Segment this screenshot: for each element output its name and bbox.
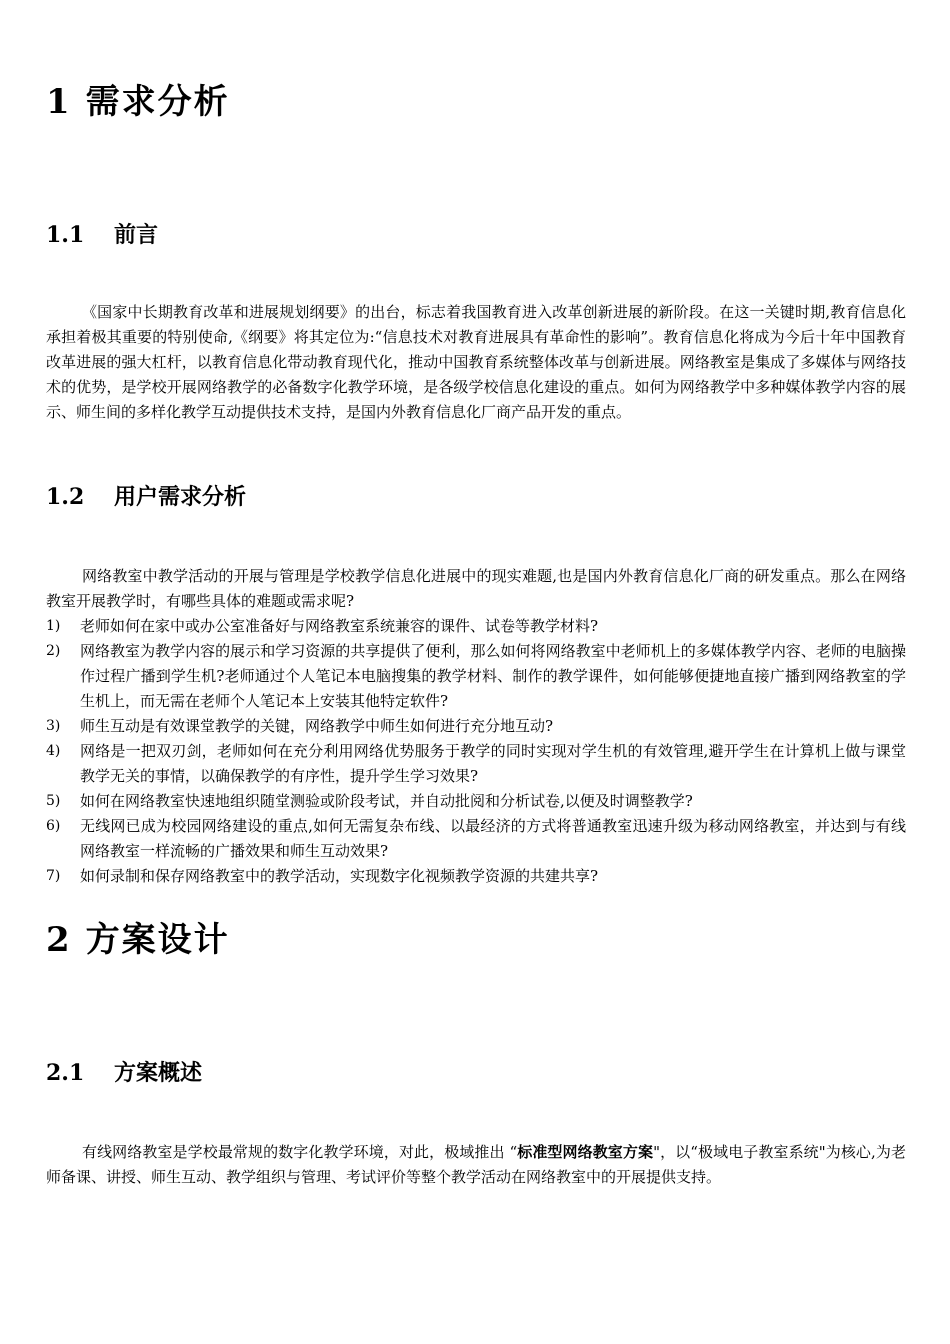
list-item-text: 师生互动是有效课堂教学的关键，网络教学中师生如何进行充分地互动? xyxy=(80,717,554,735)
section-title: 需求分析 xyxy=(85,82,230,122)
subsection-title: 用户需求分析 xyxy=(114,484,247,510)
list-item xyxy=(46,639,906,714)
subsection-number: 1.1 xyxy=(46,222,85,248)
section-title: 方案设计 xyxy=(85,920,230,960)
section-number: 2 xyxy=(46,920,72,960)
subsection-heading-1-2 xyxy=(46,483,246,511)
overview-solution-name: 标准型网络教室方案 xyxy=(517,1143,654,1161)
list-item xyxy=(46,864,906,889)
list-marker: 5) xyxy=(46,793,61,809)
preface-paragraph: 《国家中长期教育改革和进展规划纲要》的出台，标志着我国教育进入改革创新进展的新阶段。在这一关键时期,教育信息化承担着极其重要的特别使命,《纲要》将其定位为:“信息技术对教育进展具有革命性的影响”。教育信息化将成为今后十年中国教育改革进展的强大杠杆，以教育信息化带动教育现代化，推动中国教育系统整体改革与创新进展。网络教室是集成了多媒体与网络技术的优势，是学校开展网络教学的必备数字化教学环境，是各级学校信息化建设的重点。如何为网络教学中多种媒体教学内容的展示、师生间的多样化教学互动提供技术支持，是国内外教育信息化厂商产品开发的重点。 xyxy=(46,303,906,421)
overview-text-start: 有线网络教室是学校最常规的数字化教学环境，对此，极域推出 “ xyxy=(82,1143,518,1161)
list-marker: 1) xyxy=(46,618,61,634)
list-item-text: 网络是一把双刃剑，老师如何在充分利用网络优势服务于教学的同时实现对学生机的有效管理,避开学生在计算机上做与课堂教学无关的事情，以确保教学的有序性，提升学生学习效果? xyxy=(80,742,906,785)
list-marker: 7) xyxy=(46,868,61,884)
subsection-title: 方案概述 xyxy=(114,1060,203,1086)
subsection-title: 前言 xyxy=(114,222,159,248)
needs-list xyxy=(46,614,906,889)
subsection-heading-1-1 xyxy=(46,221,158,249)
list-item xyxy=(46,714,906,739)
list-item xyxy=(46,614,906,639)
section-number: 1 xyxy=(46,82,72,122)
list-marker: 2) xyxy=(46,643,61,659)
list-marker: 3) xyxy=(46,718,61,734)
list-item-text: 如何在网络教室快速地组织随堂测验或阶段考试，并自动批阅和分析试卷,以便及时调整教学? xyxy=(80,792,693,810)
subsection-number: 2.1 xyxy=(46,1060,85,1086)
list-marker: 6) xyxy=(46,818,61,834)
subsection-heading-2-1 xyxy=(46,1059,202,1087)
list-item xyxy=(46,789,906,814)
section-heading-1 xyxy=(46,82,230,122)
overview-paragraph xyxy=(46,1140,906,1190)
list-marker: 4) xyxy=(46,743,61,759)
user-needs-paragraph: 网络教室中教学活动的开展与管理是学校教学信息化进展中的现实难题,也是国内外教育信息化厂商的研发重点。那么在网络教室开展教学时，有哪些具体的难题或需求呢? xyxy=(46,567,906,610)
overview-text-end: "，以“极域电子教室系统"为核心,为老师备课、讲授、师生互动、教学组织与管理、考试评价等整个教学活动在网络教室中的开展提供支持。 xyxy=(46,1143,906,1186)
list-item-text: 老师如何在家中或办公室准备好与网络教室系统兼容的课件、试卷等教学材料? xyxy=(80,617,599,635)
list-item-text: 网络教室为教学内容的展示和学习资源的共享提供了便利，那么如何将网络教室中老师机上的多媒体教学内容、老师的电脑操作过程广播到学生机?老师通过个人笔记本电脑搜集的教学材料、制作的教学课件，如何能够便捷地直接广播到网络教室的学生机上，而无需在老师个人笔记本上安装其他特定软件? xyxy=(80,642,906,710)
subsection-number: 1.2 xyxy=(46,484,85,510)
list-item xyxy=(46,814,906,864)
section-heading-2 xyxy=(46,920,230,960)
list-item-text: 如何录制和保存网络教室中的教学活动，实现数字化视频教学资源的共建共享? xyxy=(80,867,599,885)
list-item-text: 无线网已成为校园网络建设的重点,如何无需复杂布线、以最经济的方式将普通教室迅速升级为移动网络教室，并达到与有线网络教室一样流畅的广播效果和师生互动效果? xyxy=(80,817,906,860)
list-item xyxy=(46,739,906,789)
